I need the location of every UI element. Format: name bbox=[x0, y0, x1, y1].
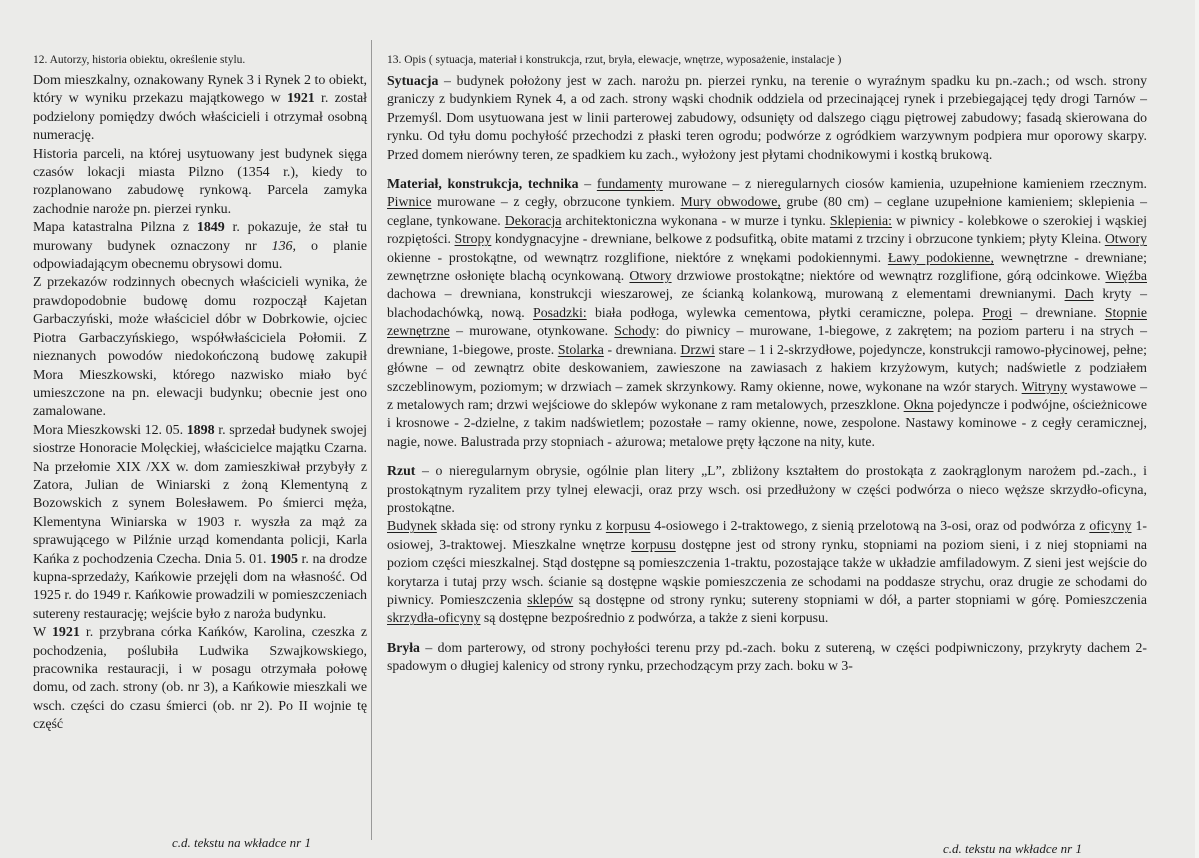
underlined-term: Stolarka bbox=[557, 341, 604, 357]
description-text-run: składa się: od strony rynku z bbox=[436, 518, 606, 534]
history-text-run: Mapa katastralna Pilzna z bbox=[33, 220, 197, 236]
year: 1849 bbox=[196, 220, 225, 236]
history-paragraph bbox=[33, 219, 367, 274]
description-text-run: kondygnacyjne - drewniane, belkowe z podsufitką, obite matami z trzciny i obrzucone tynkiem; płyty Kleina. bbox=[491, 231, 1105, 247]
description-text-run: 1-osiowej, 3-traktowej. Mieszkalne wnętrze bbox=[387, 518, 1147, 552]
underlined-term: Posadzki: bbox=[533, 304, 587, 320]
description-text-run: stare – 1 i 2-skrzydłowe, pojedyncze, konstrukcji ramowo-płycinowej, pełne; główne – od zewnątrz obite deskowaniem, zawieszone na zawiasach z hakiem krzyżowym, kutych; nadświetle z podziałem szczeblinowym, poziomym; w drzwiach – zamek skrzynkowy. Ramy okienne, nowe, wykonane na wzór starych. bbox=[387, 341, 1147, 394]
history-text-run: o planie odpowiadającym obecnemu obrysowi domu. bbox=[33, 238, 367, 273]
underlined-term: Stopnie zewnętrzne bbox=[387, 304, 1147, 339]
description-text-run: wystawowe – z metalowych ram; drzwi wejściowe do sklepów wykonane z ram metalowych, przeszklone. bbox=[387, 378, 1148, 412]
description-text-run: dachowa – drewniana, konstrukcji wieszarowej, ze ścianką kolankową, murowaną z elementami drewnianymi. bbox=[387, 286, 1065, 302]
description-text-run: : do piwnicy – murowane, 1-biegowe, z zakrętem; na poziom parteru i na strych – drewniane, 1-biegowe, proste. bbox=[387, 323, 1147, 357]
description-text-run: drzwiowe prostokątne; niektóre od wewnątrz rozglifione, górą odcinkowe. bbox=[671, 268, 1106, 284]
description-text-run: - drewniana. bbox=[603, 341, 681, 357]
sytuacja-paragraph bbox=[387, 72, 1147, 164]
description-text-run: w piwnicy - kolebkowe o szerokiej i wąskiej rozpiętości. bbox=[387, 212, 1147, 247]
history-text-run: r. przybrana córka Kańków, Karolina, czeszka z pochodzenia, poślubiła Ludwika Szwajkowskiego, pracownika restauracji, i w posagu otrzymała połowę domu, od zach. strony (ob. nr 3), a Kańkowie mieszkali we wsch. części do czasu śmierci (ob. nr 2). Po II wojnie tę część bbox=[33, 625, 367, 733]
rzut-heading: Rzut bbox=[387, 463, 416, 479]
history-text-run: W bbox=[33, 625, 52, 641]
budynek-paragraph bbox=[387, 517, 1147, 627]
underlined-term: Dach bbox=[1064, 286, 1094, 302]
sytuacja-text: – budynek położony jest w zach. narożu pn. pierzei rynku, na terenie o wyraźnym spadku ku pn.-zach.; od wsch. strony graniczy z budynkiem Rynek 4, a od zach. strony wąski chodnik oddziela od przecinającej rynek i przebiegającej tędy drogi Tarnów – Przemyśl. Dom usytuowana jest w linii parterowej zabudowy, odsunięty od dalszego ciągu piętrowej zabudowy; fasadą skierowana do rynku. Od tyłu domu pochyłość przechodzi z płaski teren ogrodu; podwórze z ogródkiem warzywnym podpiera mur oporowy skarpy. Przed domem nierówny teren, ze spadkiem ku zach., wyłożony jest płytami chodnikowymi i kostką brukową. bbox=[387, 73, 1147, 162]
description-text-run: murowane – z cegły, obrzucone tynkiem. bbox=[431, 194, 681, 210]
description-text-run: – drewniane. bbox=[1012, 304, 1105, 320]
underlined-term: Stropy bbox=[454, 231, 492, 247]
underlined-term: Ławy podokienne, bbox=[887, 249, 994, 265]
history-paragraph bbox=[33, 146, 367, 220]
underlined-term: fundamenty bbox=[596, 176, 663, 192]
history-text-run: r. sprzedał budynek swojej siostrze Honoracie Molęckiej, właścicielce majątku Czarna. Na przełomie XIX /XX w. dom zamieszkiwał przybyły z Zatora, Julian de Winiarski z żoną Klementyną z Bozowskich z synem Bolesławem. Po śmierci męża, Klementyna Winiarska w 1903 r. wyszła za mąż za sprawującego w Pilźnie urząd komendanta policji, Karla Kańka z pochodzenia Czecha. Dnia 5. 01. bbox=[33, 422, 367, 567]
material-paragraph bbox=[387, 175, 1147, 451]
description-text-run: architektoniczna wykonana - w murze i tynku. bbox=[561, 212, 830, 228]
underlined-term: Więźba bbox=[1105, 268, 1147, 284]
history-text-run: Mora Mieszkowski 12. 05. bbox=[33, 422, 187, 438]
underlined-term: Schody bbox=[614, 323, 656, 339]
description-text-run: grube (80 cm) – ceglane uzupełnione kamieniem; sklepienia – ceglane, tynkowane. bbox=[387, 194, 1147, 228]
sytuacja-heading: Sytuacja bbox=[387, 73, 439, 88]
column-divider bbox=[371, 40, 372, 840]
underlined-term: Otwory bbox=[629, 268, 672, 284]
history-text-run: r. na drodze kupna-sprzedaży, Kańkowie przejęli dom na własność. Od 1925 r. do 1949 r. Kańkowie prowadzili w pomieszczeniach sutereny restaurację; wejście było z naroża budynku. bbox=[33, 551, 368, 622]
underlined-term: Otwory bbox=[1104, 231, 1147, 247]
material-heading: Materiał, konstrukcja, technika bbox=[387, 176, 579, 192]
page-edge bbox=[1195, 0, 1199, 858]
description-text-run: 4-osiowego i 2-traktowego, z sienią przelotową na 3-osi, oraz od podwórza z bbox=[650, 518, 1090, 534]
history-paragraph bbox=[33, 422, 367, 624]
underlined-term: Budynek bbox=[387, 518, 437, 534]
history-text bbox=[33, 72, 367, 735]
history-text-run: r. został podzielony pomiędzy dwóch właścicieli i otrzymał osobną numerację. bbox=[33, 91, 368, 144]
rzut-text: – o nieregularnym obrysie, ogólnie plan litery „L”, zbliżony kształtem do prostokąta z zaokrąglonym narożem pd.-zach., i prostokątnym ryzalitem przy tylnej elewacji, oraz przy wsch. osi przedłużony w części podwórza o nieco węższe skrzydło-oficyna, prostokątne. bbox=[387, 463, 1147, 515]
history-paragraph bbox=[33, 274, 367, 421]
left-continuation-note: c.d. tekstu na wkładce nr 1 bbox=[172, 835, 311, 850]
bryla-heading: Bryła bbox=[387, 639, 420, 655]
underlined-term: oficyny bbox=[1089, 518, 1132, 534]
description-text-run: kryty – blachodachówką, nową. bbox=[387, 286, 1147, 320]
underlined-term: korpusu bbox=[605, 518, 651, 534]
underlined-term: Sklepienia: bbox=[829, 212, 892, 228]
underlined-term: Mury obwodowe, bbox=[680, 194, 781, 210]
description-text-run: murowane – z nieregularnych ciosów kamienia, uzupełnione kamieniem rzecznym. bbox=[662, 176, 1147, 192]
bryla-text: – dom parterowy, od strony pochyłości terenu przy pd.-zach. boku z sutereną, w części podpiwniczony, przykryty dachem 2-spadowym o długiej kalenicy od strony rynku, przechodzącym przy zach. boku w 3- bbox=[387, 639, 1147, 674]
underlined-term: Drzwi bbox=[680, 341, 715, 357]
history-paragraph bbox=[33, 72, 367, 146]
bryla-paragraph bbox=[387, 639, 1147, 676]
history-text-run: r. pokazuje, że stał tu murowany budynek oznaczony nr bbox=[33, 220, 368, 254]
underlined-term: korpusu bbox=[631, 536, 676, 552]
description-text-run: wewnętrzne - drewniane; zewnętrzne osłonięte blachą ocynkowaną. bbox=[387, 249, 1148, 284]
description-text-run: – bbox=[578, 176, 597, 192]
material-text bbox=[387, 176, 1147, 449]
history-text-run: Dom mieszkalny, oznakowany Rynek 3 i Rynek 2 to obiekt, który w wyniku przekazu majątkowego w bbox=[33, 73, 367, 107]
rzut-paragraph bbox=[387, 462, 1147, 517]
year: 1921 bbox=[51, 625, 80, 641]
history-column bbox=[33, 53, 367, 735]
description-text-run: są dostępne bezpośrednio z podwórza, a także z sieni korpusu. bbox=[480, 610, 829, 626]
history-text-run: Z przekazów rodzinnych obecnych właścicieli wynika, że prawdopodobnie budowę domu rozpoczął Kajetan Garbaczyński, może właściciel dóbr w Dobrkowie, ojciec Piotra Garbaczyńskiego, współwłaściciela Połomii. Z nieznanych powodów niedokończoną budowę zakupił Mora Mieszkowski, którego nazwisko miało być umieszczone na pn. elewacji budynku; obecnie jest ono zamalowane. bbox=[33, 275, 367, 420]
underlined-term: Dekoracja bbox=[504, 212, 562, 228]
lot-number: 136, bbox=[271, 238, 296, 254]
history-text-run: Historia parceli, na której usytuowany jest budynek sięga czasów lokacji miasta Pilzno (1354 r.), kiedy to rozplanowano zabudowę rynkową. Parcela zamyka zachodnie naroże pn. pierzei rynku. bbox=[33, 146, 367, 217]
history-paragraph bbox=[33, 624, 367, 734]
underlined-term: Okna bbox=[903, 396, 934, 412]
description-column bbox=[387, 53, 1147, 676]
underlined-term: Piwnice bbox=[387, 194, 432, 210]
underlined-term: Progi bbox=[982, 304, 1013, 320]
description-text-run: okienne - prostokątne, od wewnątrz rozglifione, niektóre z wnękami podokiennymi. bbox=[387, 249, 888, 265]
description-text-run: są dostępne od strony rynku; sutereny stopniami w dół, a parter stopniami w górę. Pomieszczenia bbox=[573, 591, 1147, 607]
description-text-run: – murowane, otynkowane. bbox=[449, 323, 615, 339]
description-text-run: pojedyncze i podwójne, ościeżnicowe i krosnowe - 2-dzielne, z takim nadświetlem; pozostałe – ramy okienne, nowe, zespolone. Nastawy kominowe - z cegły ceramicznej, nagie, nowe. Balustrada przy stopniach - ażurowa; metalowe pręty łączone na nity, kute. bbox=[387, 396, 1147, 449]
description-text-run: biała podłoga, wylewka cementowa, płytki ceramiczne, polepa. bbox=[586, 304, 983, 320]
section-13-header: 13. Opis ( sytuacja, materiał i konstrukcja, rzut, bryła, elewacje, wnętrze, wyposażenie, instalacje ) bbox=[387, 54, 842, 66]
underlined-term: skrzydła-oficyny bbox=[387, 610, 481, 626]
underlined-term: Witryny bbox=[1021, 378, 1068, 394]
year: 1921 bbox=[286, 91, 315, 107]
right-continuation-note: c.d. tekstu na wkładce nr 1 bbox=[943, 841, 1082, 856]
underlined-term: sklepów bbox=[527, 591, 574, 607]
year: 1905 bbox=[270, 551, 298, 567]
description-text-run: dostępne jest od strony rynku, stopniami na poziom sieni, i z niej stopniami na poziom części mieszkalnej. Stąd dostępne są pomieszczenia 1-traktu, pozostające także w układzie amfiladowym. Z sieni jest wejście do korytarza i tutaj przy wsch. ścianie są dostępne wąskie pomieszczenia ze schodami na poddasze strychu, oraz drugie ze schodami do piwnicy. Pomieszczenia bbox=[387, 536, 1147, 607]
year: 1898 bbox=[186, 422, 215, 438]
section-12-header: 12. Autorzy, historia obiektu, określenie stylu. bbox=[33, 54, 246, 66]
